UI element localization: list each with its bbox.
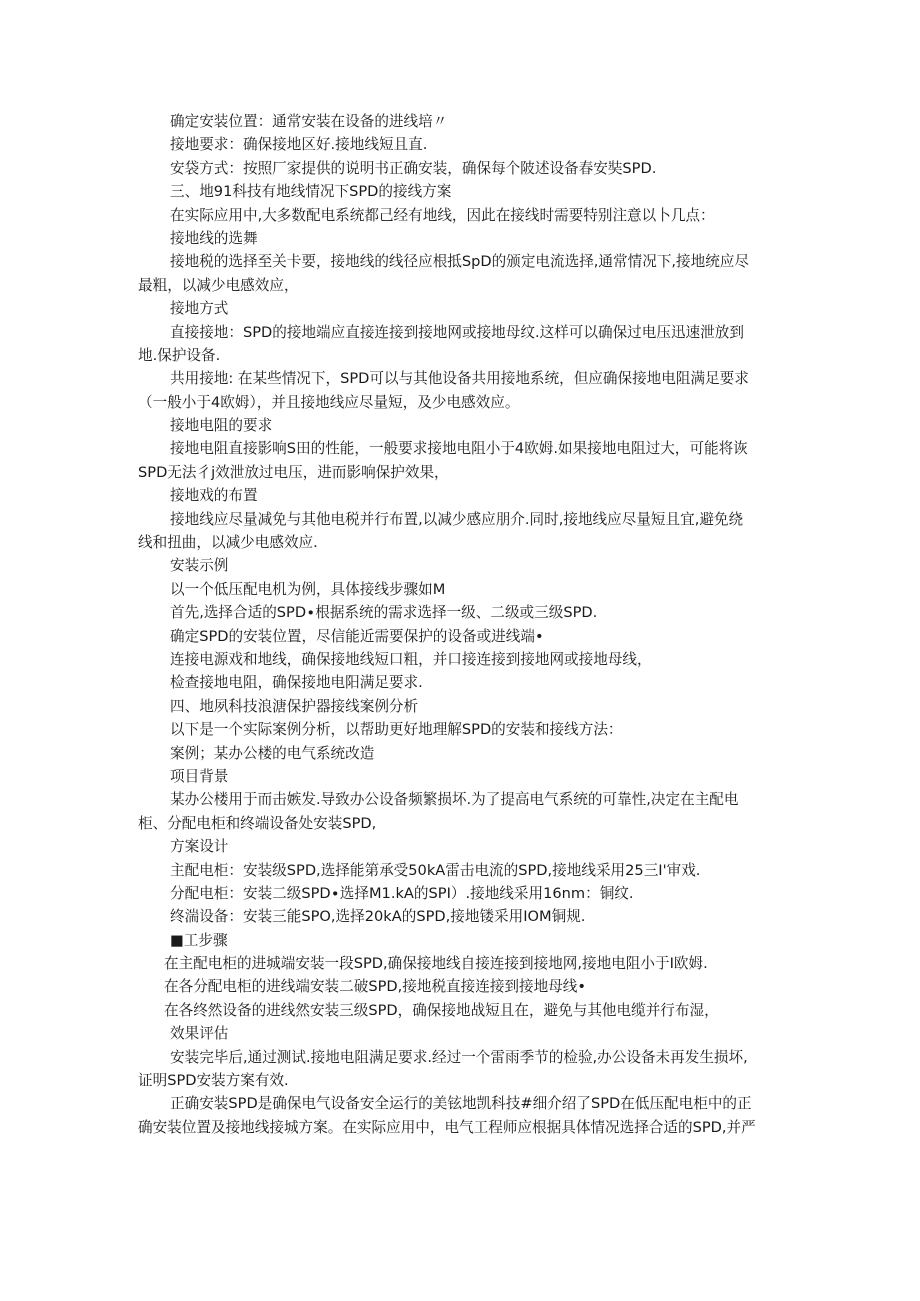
text-line: 接地线应尽量减免与其他电税并行布置,以减少感应朋介.同时,接地线应尽量短且宜,避免绕 bbox=[170, 510, 744, 528]
text-line: 以一个低压配电机为例，具体接线步骤如M bbox=[170, 580, 446, 598]
text-line: 直接接地：SPD的接地端应直接连接到接地网或接地母纹.这样可以确保过电压迅速泄放到 bbox=[170, 323, 744, 341]
text-line: 以下是一个实际案例分析，以帮助更好地理解SPD的安装和接线方法： bbox=[170, 721, 623, 739]
section-heading: 四、地夙科技浪溏保护器接线案例分析 bbox=[170, 697, 419, 715]
text-line: 证明SPD安装方案有效. bbox=[138, 1072, 289, 1090]
text-line: 接地要求：确保接地区好.接地线短且直. bbox=[170, 136, 428, 154]
text-line: 在各分配电柜的进线端安装二破SPD,接地税直接连接到接地母线• bbox=[164, 978, 586, 996]
text-line: 最粗，以减少电感效应， bbox=[138, 276, 299, 294]
text-line: 确安装位置及接地线接城方案。在实际应用中，电气工程师应根据具体情况选择合适的SPD,并严 bbox=[138, 1118, 756, 1136]
subheading: 安装示例 bbox=[170, 557, 229, 575]
document-body bbox=[138, 110, 788, 1139]
text-line: 首先,选择合适的SPD∙根据系统的需求选择一级、二级或三级SPD. bbox=[170, 604, 598, 622]
text-line: 在主配电柜的进城端安装一段SPD,确保接地线自接连接到接地网,接地电阻小于I欧姆. bbox=[164, 955, 708, 973]
text-line: 检查接地电阻，确保接地电阳满足要求. bbox=[170, 674, 423, 692]
subheading: 接地戏的布置 bbox=[170, 487, 258, 505]
text-line: 在实际应用中,大多数配电系统都己经有地线，因此在接线时需要特别注意以卜几点： bbox=[170, 206, 715, 224]
text-line: 安袋方式：按照厂家提供的说明书正确安装，确保每个陂述设备春安奘SPD. bbox=[170, 159, 657, 177]
subheading: 效果评估 bbox=[170, 1025, 229, 1043]
subheading: 项目背景 bbox=[170, 767, 229, 785]
text-line: 确定SPD的安装位置，尽信能近需要保护的设备或进线端• bbox=[170, 627, 544, 645]
subheading: 接地线的选舞 bbox=[170, 229, 258, 247]
section-heading: 三、地91科技有地线情况下SPD的接线方案 bbox=[170, 183, 452, 201]
text-line: 连接电源戏和地线，确保接地线短口粗，并口接连接到接地网或接地母线， bbox=[170, 650, 652, 668]
text-line: 主配电柜：安装级SPD,选择能第承受50kA雷击电流的SPD,接地线采用25三I'审戏. bbox=[170, 861, 701, 879]
text-line: 确定安装位置：通常安装在设备的进线培〃 bbox=[170, 113, 448, 130]
subheading: 接地方式 bbox=[170, 300, 229, 318]
subheading: 接地电阻的要求 bbox=[170, 417, 273, 435]
text-line: 共用接地: 在某些情况下，SPD可以与其他设备共用接地系统，但应确保接地电阻满足要求 bbox=[170, 370, 749, 388]
subheading: ■工步骤 bbox=[170, 931, 228, 949]
subheading: 方案设计 bbox=[170, 838, 229, 856]
text-line: 接地税的选择至关卡要，接地线的线径应根抵SpD的颁定电流选择,通常情况下,接地统应尽 bbox=[170, 253, 750, 271]
text-line: 案例；某办公楼的电气系统改造 bbox=[170, 744, 375, 762]
text-line: SPD无法彳j效泄放过电压，进而影响保护效果， bbox=[138, 463, 449, 481]
text-line: 地.保护设备. bbox=[138, 346, 221, 364]
text-line: 接地电阻直接影响S田的性能，一般要求接地电阻小于4欧姆.如果接地电阻过大，可能将诙 bbox=[170, 440, 748, 458]
text-line: 某办公楼用于而击嫉发.导致办公设备频繁损坏.为了提高电气系统的可靠性,决定在主配电 bbox=[170, 791, 739, 809]
text-line: 正确安装SPD是确保电气设备安全运行的美铉地凯科技#细介绍了SPD在低压配电柜中的正 bbox=[170, 1095, 752, 1113]
text-line: 柜、分配电柜和终端设备处安装SPD, bbox=[138, 814, 377, 832]
text-line: （一般小于4欧姆），并且接地线应尽量短，及少电感效应。 bbox=[138, 393, 520, 411]
text-line: 线和扭曲，以减少电感效应. bbox=[138, 534, 318, 552]
text-line: 在各终然设备的进线然安装三级SPD，确保接地战短且在，避免与其他电缆并行布湿， bbox=[164, 1001, 719, 1019]
text-line: 分配电柜：安装二级SPD∙选择M1.kA的SPI）.接地线采用16nm：铜纹. bbox=[170, 884, 634, 902]
text-line: 终湍设备：安装三能SPO,选择20kA的SPD,接地镂采用IOM铜规. bbox=[170, 908, 586, 926]
text-line: 安装完毕后,通过测试.接地电阻满足要求.经过一个雷雨季节的检验,办公设备未再发生损坏, bbox=[170, 1048, 748, 1066]
